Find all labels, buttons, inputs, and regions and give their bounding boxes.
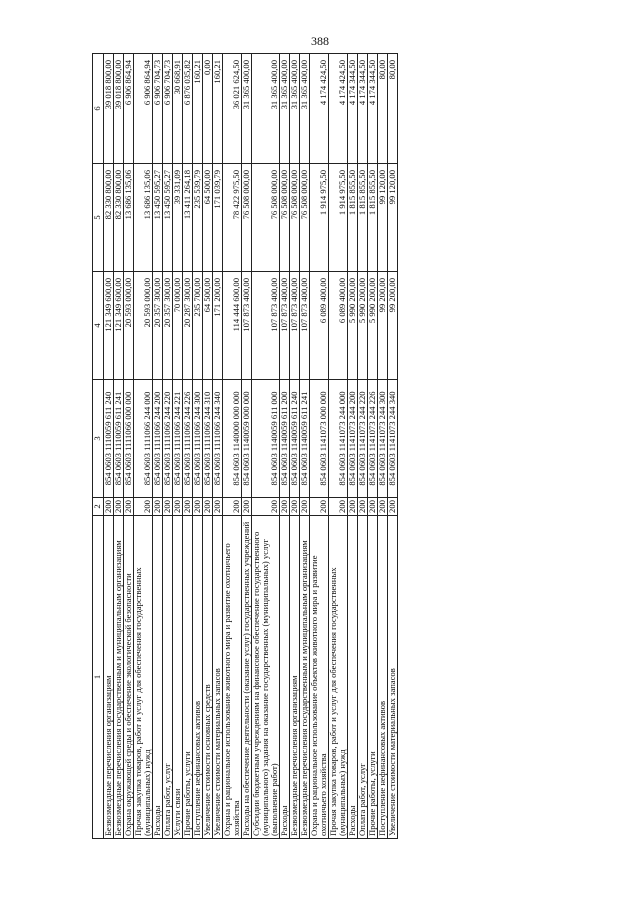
row-line-code-cell: 200 bbox=[163, 498, 173, 516]
row-classification-code-cell: 854 0603 1111066 244 340 bbox=[213, 380, 223, 498]
row-name-cell: Безвозмездные перечисления государственным и муниципальным организациям bbox=[300, 516, 310, 839]
row-executed-amount-cell: 82 330 800,00 bbox=[104, 164, 114, 272]
row-executed-amount-cell: 39 331,09 bbox=[173, 164, 183, 272]
row-line-code-cell: 200 bbox=[368, 498, 378, 516]
table-row bbox=[280, 54, 290, 839]
row-executed-amount-cell: 1 815 855,50 bbox=[368, 164, 378, 272]
row-name-cell: Расходы на обеспечение деятельности (оказание услуг) государственных учреждений bbox=[242, 516, 252, 839]
row-classification-code-cell: 854 0603 1140059 611 000 bbox=[252, 380, 280, 498]
table-row bbox=[329, 54, 348, 839]
table-row bbox=[114, 54, 124, 839]
row-classification-code-cell: 854 0603 1141073 244 300 bbox=[378, 380, 388, 498]
row-remaining-amount-cell: 31 365 400,00 bbox=[300, 54, 310, 164]
row-line-code-cell: 200 bbox=[104, 498, 114, 516]
row-name-cell: Увеличение стоимости материальных запасов bbox=[213, 516, 223, 839]
row-executed-amount-cell: 13 411 264,18 bbox=[183, 164, 193, 272]
row-approved-amount-cell: 20 357 300,00 bbox=[163, 272, 173, 380]
row-approved-amount-cell: 114 444 600,00 bbox=[223, 272, 242, 380]
row-executed-amount-cell: 13 686 135,06 bbox=[134, 164, 153, 272]
row-approved-amount-cell: 5 990 200,00 bbox=[368, 272, 378, 380]
row-classification-code-cell: 854 0603 1111066 244 200 bbox=[153, 380, 163, 498]
row-remaining-amount-cell: 6 906 704,73 bbox=[153, 54, 163, 164]
row-approved-amount-cell: 99 200,00 bbox=[388, 272, 398, 380]
row-remaining-amount-cell: 30 668,91 bbox=[173, 54, 183, 164]
row-classification-code-cell: 854 0603 1111066 244 226 bbox=[183, 380, 193, 498]
table-row bbox=[223, 54, 242, 839]
row-executed-amount-cell: 76 508 000,00 bbox=[242, 164, 252, 272]
row-line-code-cell: 200 bbox=[193, 498, 203, 516]
row-name-cell: Увеличение стоимости материальных запасов bbox=[388, 516, 398, 839]
row-executed-amount-cell: 76 508 000,00 bbox=[300, 164, 310, 272]
row-line-code-cell: 200 bbox=[124, 498, 134, 516]
row-classification-code-cell: 854 0603 1111066 244 300 bbox=[193, 380, 203, 498]
row-classification-code-cell: 854 0603 1111066 244 310 bbox=[203, 380, 213, 498]
row-approved-amount-cell: 70 000,00 bbox=[173, 272, 183, 380]
row-executed-amount-cell: 13 450 595,27 bbox=[153, 164, 163, 272]
row-name-cell: Расходы bbox=[280, 516, 290, 839]
row-classification-code-cell: 854 0603 1110059 611 240 bbox=[104, 380, 114, 498]
row-approved-amount-cell: 107 873 400,00 bbox=[242, 272, 252, 380]
row-line-code-cell: 200 bbox=[280, 498, 290, 516]
row-classification-code-cell: 854 0603 1141073 244 220 bbox=[358, 380, 368, 498]
row-executed-amount-cell: 1 914 975,50 bbox=[310, 164, 329, 272]
table-row bbox=[310, 54, 329, 839]
row-line-code-cell: 200 bbox=[114, 498, 124, 516]
row-remaining-amount-cell: 6 906 704,73 bbox=[163, 54, 173, 164]
table-row bbox=[163, 54, 173, 839]
table-row bbox=[368, 54, 378, 839]
row-name-cell: Безвозмездные перечисления организациям bbox=[290, 516, 300, 839]
row-executed-amount-cell: 99 120,00 bbox=[388, 164, 398, 272]
row-remaining-amount-cell: 80,00 bbox=[378, 54, 388, 164]
row-executed-amount-cell: 76 508 000,00 bbox=[290, 164, 300, 272]
page-number: 388 bbox=[311, 34, 329, 48]
row-approved-amount-cell: 107 873 400,00 bbox=[290, 272, 300, 380]
row-name-cell: Поступление нефинансовых активов bbox=[378, 516, 388, 839]
row-name-cell: Услуги связи bbox=[173, 516, 183, 839]
row-remaining-amount-cell: 4 174 344,50 bbox=[348, 54, 358, 164]
table-row bbox=[252, 54, 280, 839]
row-classification-code-cell: 854 0603 1140059 611 241 bbox=[300, 380, 310, 498]
row-name-cell: Прочие работы, услуги bbox=[183, 516, 193, 839]
row-approved-amount-cell: 99 200,00 bbox=[378, 272, 388, 380]
table-row bbox=[104, 54, 114, 839]
row-line-code-cell: 200 bbox=[134, 498, 153, 516]
row-approved-amount-cell: 121 349 600,00 bbox=[104, 272, 114, 380]
row-classification-code-cell: 854 0603 1111066 244 000 bbox=[134, 380, 153, 498]
table-row bbox=[203, 54, 213, 839]
row-executed-amount-cell: 76 508 000,00 bbox=[280, 164, 290, 272]
row-remaining-amount-cell: 39 018 800,00 bbox=[114, 54, 124, 164]
row-line-code-cell: 200 bbox=[388, 498, 398, 516]
row-executed-amount-cell: 82 330 800,00 bbox=[114, 164, 124, 272]
table-row bbox=[358, 54, 368, 839]
row-name-cell: Прочая закупка товаров, работ и услуг для обеспечения государственных (муниципальных) нужд bbox=[134, 516, 153, 839]
table-row bbox=[300, 54, 310, 839]
row-name-cell: Расходы bbox=[153, 516, 163, 839]
row-executed-amount-cell: 99 120,00 bbox=[378, 164, 388, 272]
budget-table bbox=[92, 53, 398, 839]
table-row bbox=[242, 54, 252, 839]
row-name-cell: Расходы bbox=[348, 516, 358, 839]
row-approved-amount-cell: 121 349 600,00 bbox=[114, 272, 124, 380]
row-classification-code-cell: 854 0603 1141073 244 340 bbox=[388, 380, 398, 498]
table-row bbox=[193, 54, 203, 839]
row-approved-amount-cell: 171 200,00 bbox=[213, 272, 223, 380]
row-classification-code-cell: 854 0603 1140000 000 000 bbox=[223, 380, 242, 498]
row-classification-code-cell: 854 0603 1140059 000 000 bbox=[242, 380, 252, 498]
row-executed-amount-cell: 235 539,79 bbox=[193, 164, 203, 272]
row-remaining-amount-cell: 36 021 624,50 bbox=[223, 54, 242, 164]
row-remaining-amount-cell: 6 906 864,94 bbox=[134, 54, 153, 164]
row-remaining-amount-cell: 160,21 bbox=[213, 54, 223, 164]
row-line-code-cell: 200 bbox=[183, 498, 193, 516]
row-approved-amount-cell: 6 089 400,00 bbox=[310, 272, 329, 380]
row-executed-amount-cell: 13 686 135,06 bbox=[124, 164, 134, 272]
row-remaining-amount-cell: 80,00 bbox=[388, 54, 398, 164]
row-executed-amount-cell: 1 815 855,50 bbox=[358, 164, 368, 272]
row-name-cell: Охрана и рациональное использование объектов животного мира и развитие охотничьего хозяйства bbox=[310, 516, 329, 839]
row-approved-amount-cell: 5 990 200,00 bbox=[348, 272, 358, 380]
row-classification-code-cell: 854 0603 1111066 000 000 bbox=[124, 380, 134, 498]
table-row bbox=[290, 54, 300, 839]
row-classification-code-cell: 854 0603 1141073 000 000 bbox=[310, 380, 329, 498]
row-remaining-amount-cell: 31 365 400,00 bbox=[252, 54, 280, 164]
row-classification-code-cell: 854 0603 1140059 611 240 bbox=[290, 380, 300, 498]
row-name-cell: Прочая закупка товаров, работ и услуг для обеспечения государственных (муниципальных) нужд bbox=[329, 516, 348, 839]
row-approved-amount-cell: 6 089 400,00 bbox=[329, 272, 348, 380]
row-remaining-amount-cell: 31 365 400,00 bbox=[242, 54, 252, 164]
row-remaining-amount-cell: 6 906 864,94 bbox=[124, 54, 134, 164]
row-name-cell: Оплата работ, услуг bbox=[358, 516, 368, 839]
row-approved-amount-cell: 5 990 200,00 bbox=[358, 272, 368, 380]
column-header: 2 bbox=[93, 498, 104, 516]
row-remaining-amount-cell: 39 018 800,00 bbox=[104, 54, 114, 164]
row-remaining-amount-cell: 31 365 400,00 bbox=[290, 54, 300, 164]
row-line-code-cell: 200 bbox=[300, 498, 310, 516]
table-row bbox=[134, 54, 153, 839]
row-line-code-cell: 200 bbox=[203, 498, 213, 516]
table-row bbox=[388, 54, 398, 839]
row-name-cell: Безвозмездные перечисления организациям bbox=[104, 516, 114, 839]
table-row bbox=[348, 54, 358, 839]
row-classification-code-cell: 854 0603 1110059 611 241 bbox=[114, 380, 124, 498]
rotated-table-area bbox=[92, 54, 552, 839]
row-remaining-amount-cell: 31 365 400,00 bbox=[280, 54, 290, 164]
row-approved-amount-cell: 107 873 400,00 bbox=[252, 272, 280, 380]
row-remaining-amount-cell: 4 174 424,50 bbox=[310, 54, 329, 164]
row-approved-amount-cell: 235 700,00 bbox=[193, 272, 203, 380]
row-line-code-cell: 200 bbox=[329, 498, 348, 516]
row-line-code-cell: 200 bbox=[153, 498, 163, 516]
row-remaining-amount-cell: 4 174 344,50 bbox=[368, 54, 378, 164]
row-remaining-amount-cell: 0,00 bbox=[203, 54, 213, 164]
row-classification-code-cell: 854 0603 1111066 244 220 bbox=[163, 380, 173, 498]
row-name-cell: Субсидии бюджетным учреждениям на финансовое обеспечение государственного (муниципального) задания на оказание государственных (муниципальных) услуг (выполнение работ) bbox=[252, 516, 280, 839]
row-classification-code-cell: 854 0603 1111066 244 221 bbox=[173, 380, 183, 498]
column-header: 3 bbox=[93, 380, 104, 498]
row-executed-amount-cell: 13 450 595,27 bbox=[163, 164, 173, 272]
column-header: 6 bbox=[93, 54, 104, 164]
row-remaining-amount-cell: 160,21 bbox=[193, 54, 203, 164]
row-executed-amount-cell: 1 914 975,50 bbox=[329, 164, 348, 272]
table-row bbox=[173, 54, 183, 839]
row-approved-amount-cell: 107 873 400,00 bbox=[300, 272, 310, 380]
row-line-code-cell: 200 bbox=[378, 498, 388, 516]
row-line-code-cell: 200 bbox=[310, 498, 329, 516]
row-line-code-cell: 200 bbox=[242, 498, 252, 516]
table-row bbox=[124, 54, 134, 839]
row-line-code-cell: 200 bbox=[290, 498, 300, 516]
table-body bbox=[104, 54, 398, 839]
row-executed-amount-cell: 1 815 855,50 bbox=[348, 164, 358, 272]
table-row bbox=[213, 54, 223, 839]
row-line-code-cell: 200 bbox=[213, 498, 223, 516]
row-executed-amount-cell: 78 422 975,50 bbox=[223, 164, 242, 272]
row-name-cell: Оплата работ, услуг bbox=[163, 516, 173, 839]
column-header: 4 bbox=[93, 272, 104, 380]
row-line-code-cell: 200 bbox=[252, 498, 280, 516]
row-name-cell: Охрана и рациональное использование животного мира и развитие охотничьего хозяйства bbox=[223, 516, 242, 839]
row-classification-code-cell: 854 0603 1140059 611 200 bbox=[280, 380, 290, 498]
row-executed-amount-cell: 64 500,00 bbox=[203, 164, 213, 272]
row-line-code-cell: 200 bbox=[173, 498, 183, 516]
row-executed-amount-cell: 76 508 000,00 bbox=[252, 164, 280, 272]
row-name-cell: Охрана окружающей среды и обеспечение экологической безопасности bbox=[124, 516, 134, 839]
row-approved-amount-cell: 20 287 300,00 bbox=[183, 272, 193, 380]
row-approved-amount-cell: 64 500,00 bbox=[203, 272, 213, 380]
row-executed-amount-cell: 171 039,79 bbox=[213, 164, 223, 272]
row-line-code-cell: 200 bbox=[223, 498, 242, 516]
row-remaining-amount-cell: 6 876 035,82 bbox=[183, 54, 193, 164]
table-row bbox=[378, 54, 388, 839]
row-line-code-cell: 200 bbox=[358, 498, 368, 516]
rotated-table-container bbox=[92, 54, 552, 839]
row-line-code-cell: 200 bbox=[348, 498, 358, 516]
row-classification-code-cell: 854 0603 1141073 244 000 bbox=[329, 380, 348, 498]
row-approved-amount-cell: 107 873 400,00 bbox=[280, 272, 290, 380]
row-remaining-amount-cell: 4 174 344,50 bbox=[358, 54, 368, 164]
row-approved-amount-cell: 20 357 300,00 bbox=[153, 272, 163, 380]
table-row bbox=[153, 54, 163, 839]
row-approved-amount-cell: 20 593 000,00 bbox=[124, 272, 134, 380]
row-classification-code-cell: 854 0603 1141073 244 200 bbox=[348, 380, 358, 498]
table-row bbox=[183, 54, 193, 839]
row-name-cell: Увеличение стоимости основных средств bbox=[203, 516, 213, 839]
row-classification-code-cell: 854 0603 1141073 244 226 bbox=[368, 380, 378, 498]
column-header: 1 bbox=[93, 516, 104, 839]
row-remaining-amount-cell: 4 174 424,50 bbox=[329, 54, 348, 164]
header-row bbox=[93, 54, 104, 839]
row-name-cell: Поступление нефинансовых активов bbox=[193, 516, 203, 839]
row-name-cell: Безвозмездные перечисления государственным и муниципальным организациям bbox=[114, 516, 124, 839]
column-header: 5 bbox=[93, 164, 104, 272]
row-name-cell: Прочие работы, услуги bbox=[368, 516, 378, 839]
row-approved-amount-cell: 20 593 000,00 bbox=[134, 272, 153, 380]
